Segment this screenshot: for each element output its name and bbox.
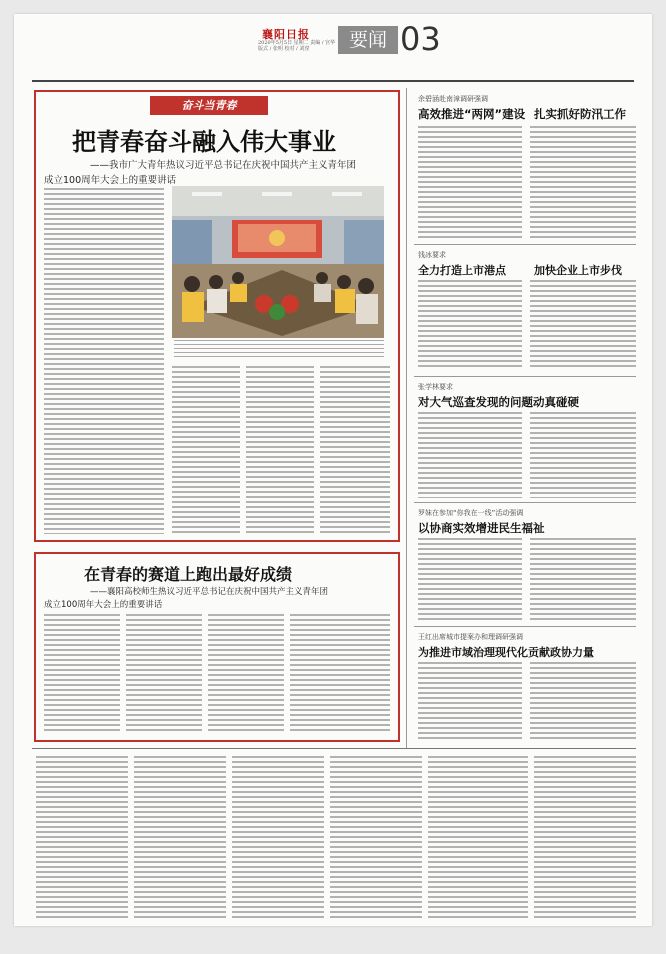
second-article-text-col1 [44, 614, 120, 732]
right-story-2-text-a [418, 280, 522, 370]
bottom-text-col3 [232, 756, 324, 918]
masthead-rule [32, 80, 634, 82]
page-number: 03 [400, 20, 441, 58]
right-story-1-headline: 高效推进“两网”建设 [418, 107, 526, 121]
column-divider [406, 88, 407, 748]
right-story-2-text-b [530, 280, 636, 370]
paper-logo: 襄阳日报 [262, 28, 310, 41]
lead-article-text-col4 [320, 366, 390, 534]
second-headline: 在青春的赛道上跑出最好成绩 [84, 565, 293, 584]
lead-subhead-1: ——我市广大青年热议习近平总书记在庆祝中国共产主义青年团 [90, 160, 357, 171]
right-divider-3 [414, 502, 636, 503]
right-story-1-text-a [418, 126, 522, 238]
right-story-4-headline: 以协商实效增进民生福祉 [418, 521, 545, 535]
masthead-meta: 2020年5月5日 星期二 责编 / 宫华 版式 / 张明 校对 / 刘滢 [258, 40, 336, 52]
bottom-text-col2 [134, 756, 226, 918]
second-article-text-col3 [208, 614, 284, 732]
topic-banner: 奋斗当青春 [150, 96, 268, 115]
second-subhead-2: 成立100周年大会上的重要讲话 [44, 600, 163, 610]
right-divider-1 [414, 244, 636, 245]
second-article-text-col4 [290, 614, 390, 732]
photo-caption [174, 340, 384, 358]
lead-headline: 把青春奋斗融入伟大事业 [72, 128, 336, 156]
section-label: 要闻 [338, 26, 398, 54]
bottom-text-col5 [428, 756, 528, 918]
right-story-3-text-b [530, 412, 636, 498]
right-story-2-headline-b: 加快企业上市步伐 [534, 264, 622, 277]
bottom-text-col1 [36, 756, 128, 918]
lead-article-text-col3 [246, 366, 314, 534]
right-story-5-kicker: 王红出席城市提案办和理调研强调 [418, 633, 523, 641]
right-story-5-text-a [418, 662, 522, 742]
lead-subhead-2: 成立100周年大会上的重要讲话 [44, 175, 177, 186]
right-story-3-headline: 对大气巡查发现的问题动真碰硬 [418, 395, 579, 409]
bottom-text-col4 [330, 756, 422, 918]
lead-article-text-left [44, 188, 164, 534]
right-divider-2 [414, 376, 636, 377]
right-story-2-headline: 全力打造上市港点 [418, 264, 506, 277]
bottom-rule [32, 748, 636, 749]
second-subhead-1: ——襄阳高校师生热议习近平总书记在庆祝中国共产主义青年团 [90, 587, 329, 597]
meeting-photo [172, 186, 384, 338]
right-story-4-text-b [530, 538, 636, 622]
right-story-1-headline-b: 扎实抓好防汛工作 [534, 107, 626, 121]
right-story-2-kicker: 钱冰要求 [418, 251, 446, 259]
right-story-5-headline: 为推进市域治理现代化贡献政协力量 [418, 646, 594, 659]
second-article-text-col2 [126, 614, 202, 732]
right-story-4-kicker: 罗妹在参加“你我在一线”活动强调 [418, 509, 524, 517]
meeting-photo-image [172, 186, 384, 338]
right-story-1-text-b [530, 126, 636, 238]
newspaper-page [14, 14, 652, 926]
lead-article-text-col2 [172, 366, 240, 534]
right-story-1-kicker: 余碧涵赴南漳调研强调 [418, 95, 488, 103]
right-divider-4 [414, 626, 636, 627]
bottom-text-col6 [534, 756, 636, 918]
right-story-3-text-a [418, 412, 522, 498]
masthead [14, 14, 652, 78]
right-story-4-text-a [418, 538, 522, 622]
right-story-3-kicker: 张学林要求 [418, 383, 453, 391]
right-story-5-text-b [530, 662, 636, 742]
